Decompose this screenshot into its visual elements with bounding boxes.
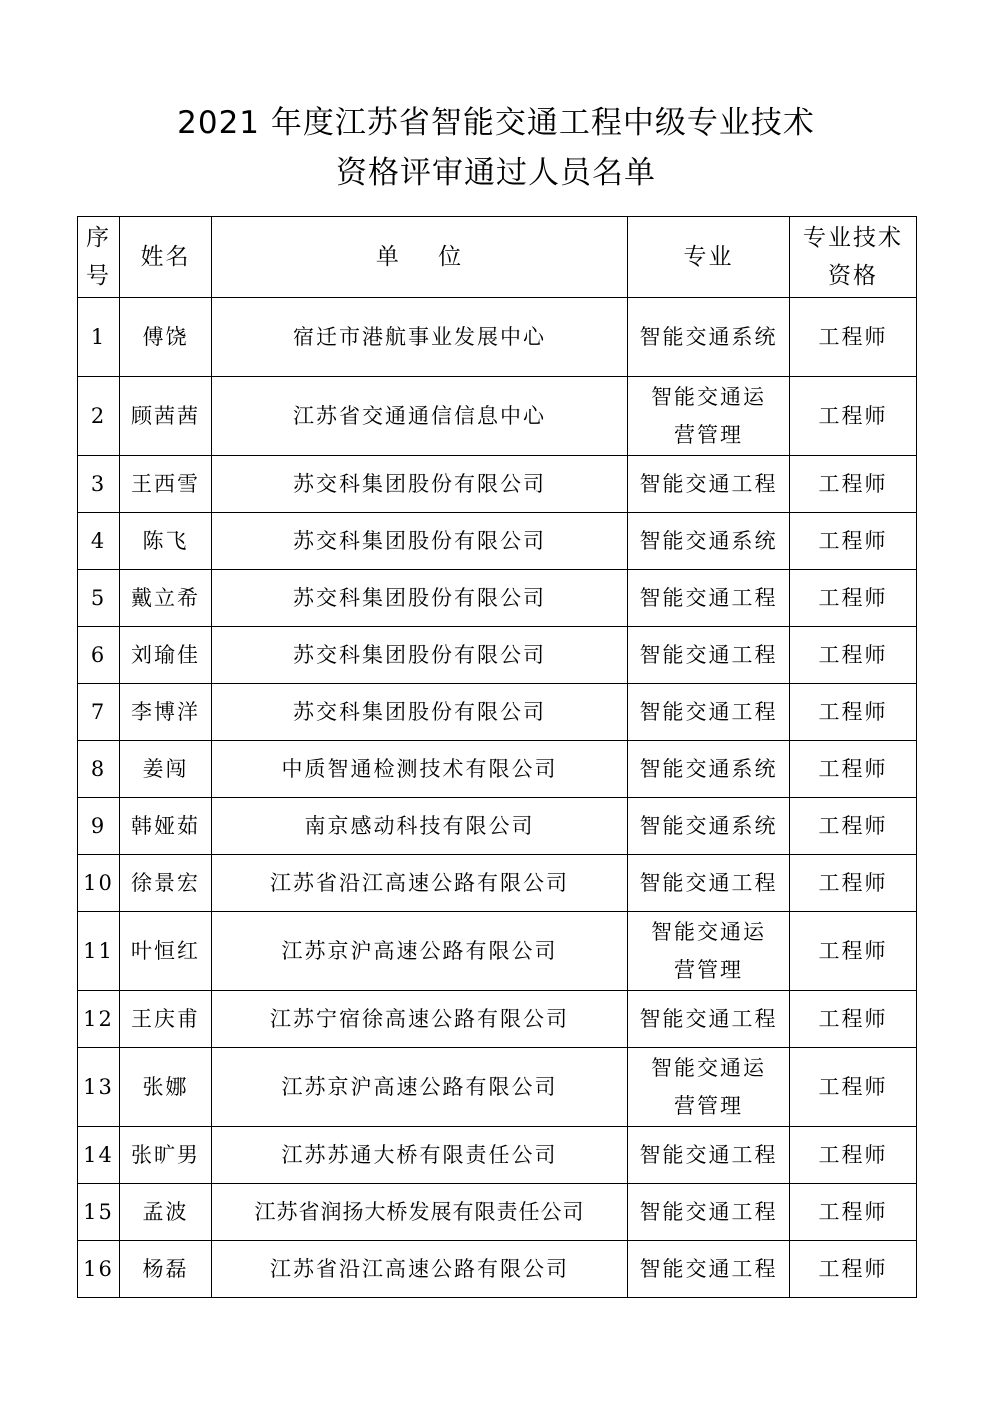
cell-serial-number: 11 [78,912,120,991]
cell-major: 智能交通系统 [628,798,790,855]
cell-major: 智能交通工程 [628,627,790,684]
cell-serial-number: 4 [78,513,120,570]
table-row [78,1184,917,1241]
cell-major: 智能交通工程 [628,1127,790,1184]
table-row [78,798,917,855]
header-qualification-line-2: 资格 [828,263,878,289]
cell-name: 张娜 [120,1048,212,1127]
cell-major: 智能交通系统 [628,513,790,570]
header-serial-line-1: 序 [86,225,111,251]
title-line-2: 资格评审通过人员名单 [336,155,656,191]
cell-name: 张旷男 [120,1127,212,1184]
cell-serial-number: 13 [78,1048,120,1127]
cell-serial-number: 8 [78,741,120,798]
cell-unit: 江苏省沿江高速公路有限公司 [212,1241,628,1298]
cell-serial-number: 7 [78,684,120,741]
cell-serial-number: 14 [78,1127,120,1184]
table-row [78,513,917,570]
cell-name: 戴立希 [120,570,212,627]
cell-serial-number: 5 [78,570,120,627]
header-name: 姓名 [120,217,212,298]
cell-unit: 江苏京沪高速公路有限公司 [212,1048,628,1127]
cell-unit: 江苏省交通通信信息中心 [212,377,628,456]
cell-serial-number: 10 [78,855,120,912]
cell-name: 王西雪 [120,456,212,513]
cell-major: 智能交通工程 [628,991,790,1048]
cell-qualification: 工程师 [790,741,917,798]
cell-qualification: 工程师 [790,855,917,912]
cell-qualification: 工程师 [790,1127,917,1184]
cell-qualification: 工程师 [790,627,917,684]
header-major: 专业 [628,217,790,298]
table-header-row [78,217,917,298]
cell-serial-number: 15 [78,1184,120,1241]
cell-unit: 江苏宁宿徐高速公路有限公司 [212,991,628,1048]
cell-serial-number: 16 [78,1241,120,1298]
cell-major: 智能交通工程 [628,456,790,513]
cell-qualification: 工程师 [790,1184,917,1241]
cell-name: 李博洋 [120,684,212,741]
cell-qualification: 工程师 [790,684,917,741]
cell-qualification: 工程师 [790,570,917,627]
table-row [78,855,917,912]
cell-name: 徐景宏 [120,855,212,912]
table-row [78,298,917,377]
table-row [78,1048,917,1127]
cell-unit: 南京感动科技有限公司 [212,798,628,855]
cell-qualification: 工程师 [790,798,917,855]
cell-unit: 中质智通检测技术有限公司 [212,741,628,798]
cell-major: 智能交通系统 [628,298,790,377]
cell-unit: 江苏省润扬大桥发展有限责任公司 [212,1184,628,1241]
cell-name: 陈飞 [120,513,212,570]
cell-major: 智能交通运营管理 [628,912,790,991]
cell-qualification: 工程师 [790,377,917,456]
table-row [78,1127,917,1184]
cell-major: 智能交通工程 [628,1184,790,1241]
table-row [78,377,917,456]
cell-major: 智能交通工程 [628,1241,790,1298]
header-unit: 单 位 [212,217,628,298]
cell-serial-number: 1 [78,298,120,377]
cell-qualification: 工程师 [790,1048,917,1127]
cell-name: 傅饶 [120,298,212,377]
cell-major: 智能交通系统 [628,741,790,798]
cell-qualification: 工程师 [790,991,917,1048]
cell-name: 顾茜茜 [120,377,212,456]
table-row [78,912,917,991]
cell-serial-number: 9 [78,798,120,855]
table-row [78,456,917,513]
cell-qualification: 工程师 [790,912,917,991]
cell-unit: 苏交科集团股份有限公司 [212,513,628,570]
cell-unit: 宿迁市港航事业发展中心 [212,298,628,377]
document-title [0,98,992,198]
roster-table [77,216,917,1298]
cell-name: 孟波 [120,1184,212,1241]
cell-serial-number: 3 [78,456,120,513]
cell-unit: 苏交科集团股份有限公司 [212,456,628,513]
header-serial-number [78,217,120,298]
table-row [78,570,917,627]
table-row [78,684,917,741]
cell-unit: 苏交科集团股份有限公司 [212,684,628,741]
cell-qualification: 工程师 [790,456,917,513]
cell-name: 刘瑜佳 [120,627,212,684]
cell-serial-number: 2 [78,377,120,456]
cell-name: 韩娅茹 [120,798,212,855]
cell-name: 叶恒红 [120,912,212,991]
cell-qualification: 工程师 [790,298,917,377]
cell-serial-number: 12 [78,991,120,1048]
table-row [78,991,917,1048]
cell-unit: 苏交科集团股份有限公司 [212,570,628,627]
cell-name: 王庆甫 [120,991,212,1048]
table-row [78,741,917,798]
table-row [78,627,917,684]
cell-major: 智能交通运营管理 [628,1048,790,1127]
cell-name: 姜闯 [120,741,212,798]
cell-major: 智能交通工程 [628,855,790,912]
cell-unit: 江苏省沿江高速公路有限公司 [212,855,628,912]
cell-unit: 苏交科集团股份有限公司 [212,627,628,684]
cell-qualification: 工程师 [790,513,917,570]
header-qualification-line-1: 专业技术 [803,225,903,251]
cell-major: 智能交通运营管理 [628,377,790,456]
title-line-1: 2021 年度江苏省智能交通工程中级专业技术 [177,105,815,141]
cell-major: 智能交通工程 [628,570,790,627]
cell-serial-number: 6 [78,627,120,684]
cell-major: 智能交通工程 [628,684,790,741]
cell-name: 杨磊 [120,1241,212,1298]
cell-unit: 江苏苏通大桥有限责任公司 [212,1127,628,1184]
header-qualification [790,217,917,298]
table-row [78,1241,917,1298]
header-serial-line-2: 号 [86,263,111,289]
cell-unit: 江苏京沪高速公路有限公司 [212,912,628,991]
cell-qualification: 工程师 [790,1241,917,1298]
